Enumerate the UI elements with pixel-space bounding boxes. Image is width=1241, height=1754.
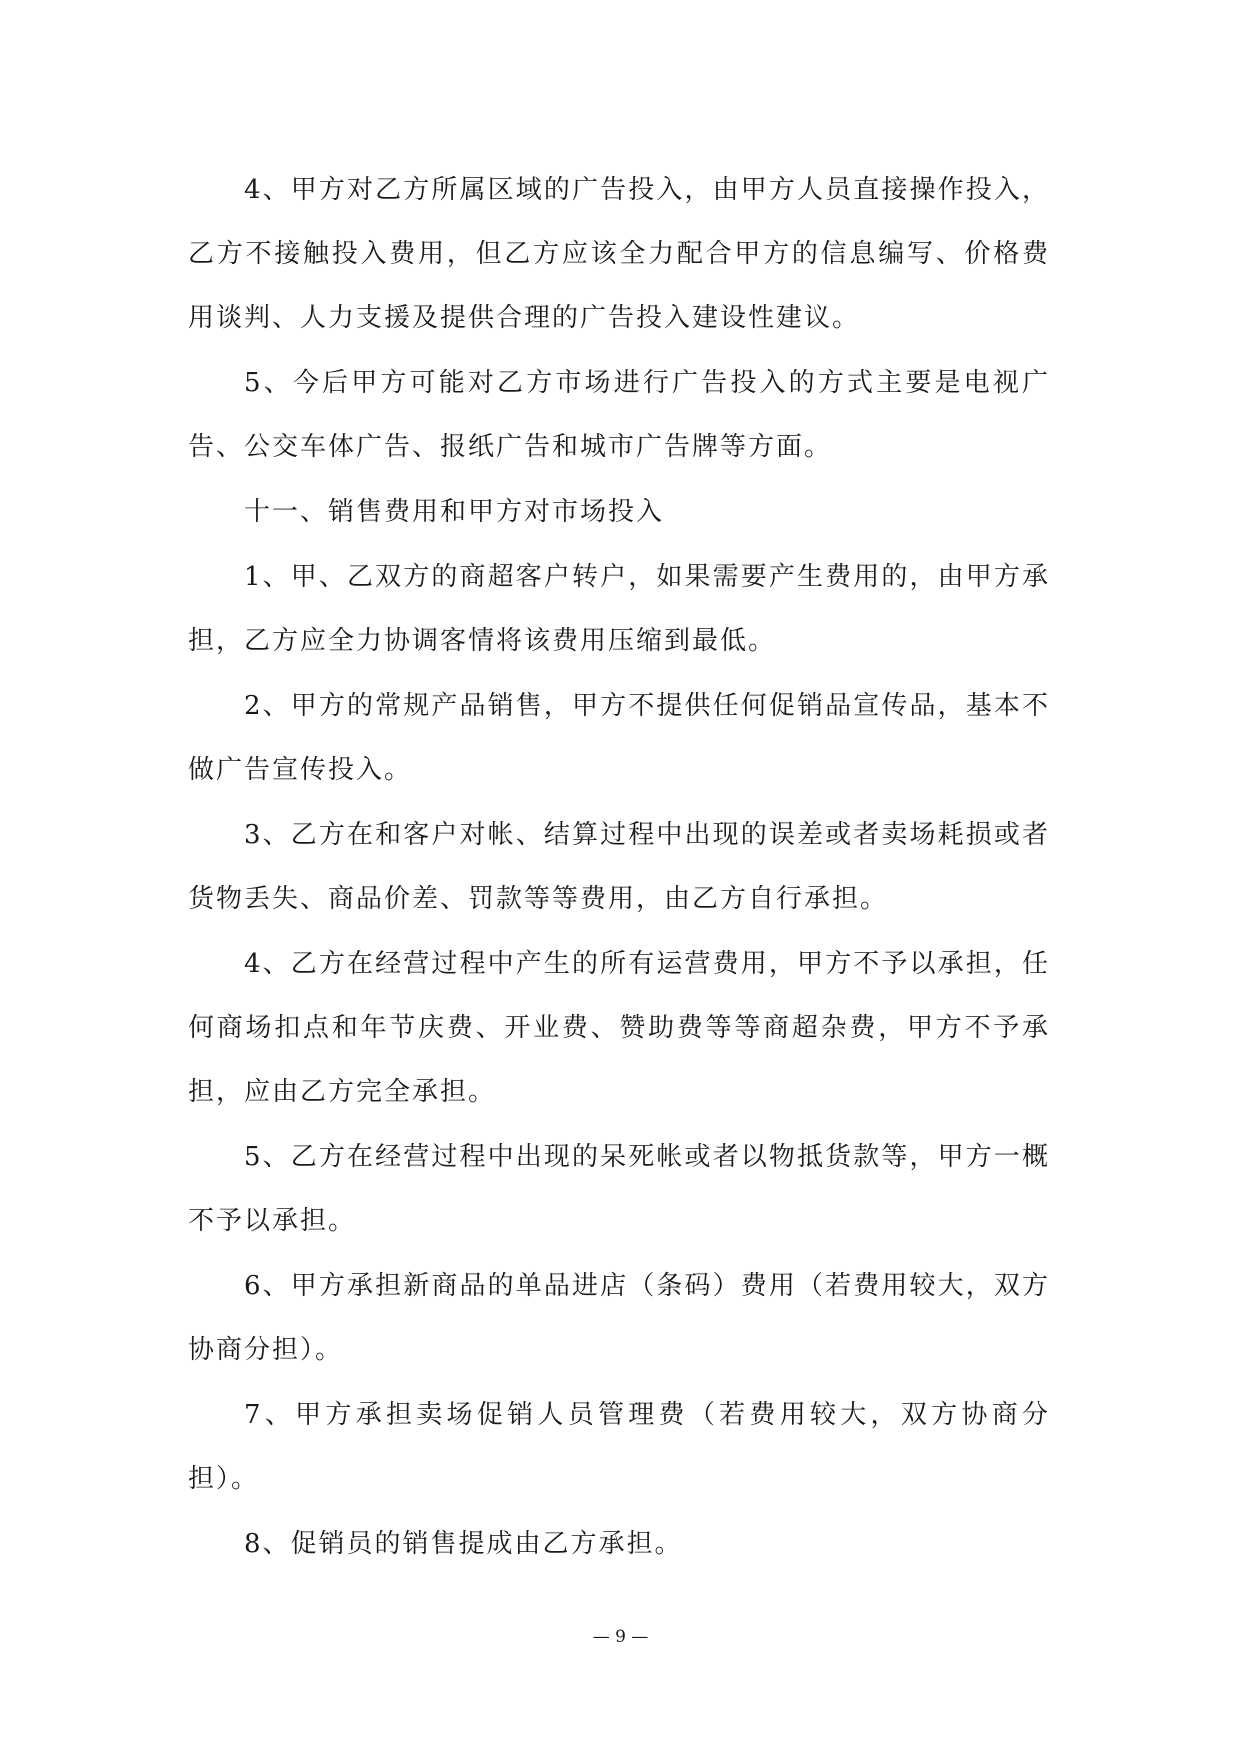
paragraph-new-product-fees: 6、甲方承担新商品的单品进店（条码）费用（若费用较大，双方协商分担）。	[188, 1271, 1050, 1365]
paragraph-reconciliation-errors: 3、乙方在和客户对帐、结算过程中出现的误差或者卖场耗损或者货物丢失、商品价差、罚款等等费用，由乙方自行承担。	[188, 820, 1050, 914]
paragraph-ad-investment-operation: 4、甲方对乙方所属区域的广告投入，由甲方人员直接操作投入，乙方不接触投入费用，但乙方应该全力配合甲方的信息编写、价格费用谈判、人力支援及提供合理的广告投入建设性建议。	[188, 175, 1050, 333]
paragraph-promoter-commission: 8、促销员的销售提成由乙方承担。	[244, 1529, 683, 1559]
page-number: — 9 —	[592, 1627, 649, 1647]
paragraph-bad-debts: 5、乙方在经营过程中出现的呆死帐或者以物抵货款等，甲方一概不予以承担。	[188, 1142, 1050, 1236]
paragraph-ad-investment-methods: 5、今后甲方可能对乙方市场进行广告投入的方式主要是电视广告、公交车体广告、报纸广告和城市广告牌等方面。	[188, 368, 1050, 462]
document-body	[188, 158, 1050, 1577]
section-heading-sales-costs: 十一、销售费用和甲方对市场投入	[244, 497, 665, 527]
paragraph-customer-transfer: 1、甲、乙双方的商超客户转户，如果需要产生费用的，由甲方承担，乙方应全力协调客情将该费用压缩到最低。	[188, 562, 1050, 656]
paragraph-regular-products: 2、甲方的常规产品销售，甲方不提供任何促销品宣传品，基本不做广告宣传投入。	[188, 691, 1050, 785]
paragraph-promoter-management-fees: 7、甲方承担卖场促销人员管理费（若费用较大，双方协商分担）。	[188, 1400, 1050, 1494]
paragraph-operating-expenses: 4、乙方在经营过程中产生的所有运营费用，甲方不予以承担，任何商场扣点和年节庆费、开业费、赞助费等等商超杂费，甲方不予承担，应由乙方完全承担。	[188, 949, 1050, 1107]
